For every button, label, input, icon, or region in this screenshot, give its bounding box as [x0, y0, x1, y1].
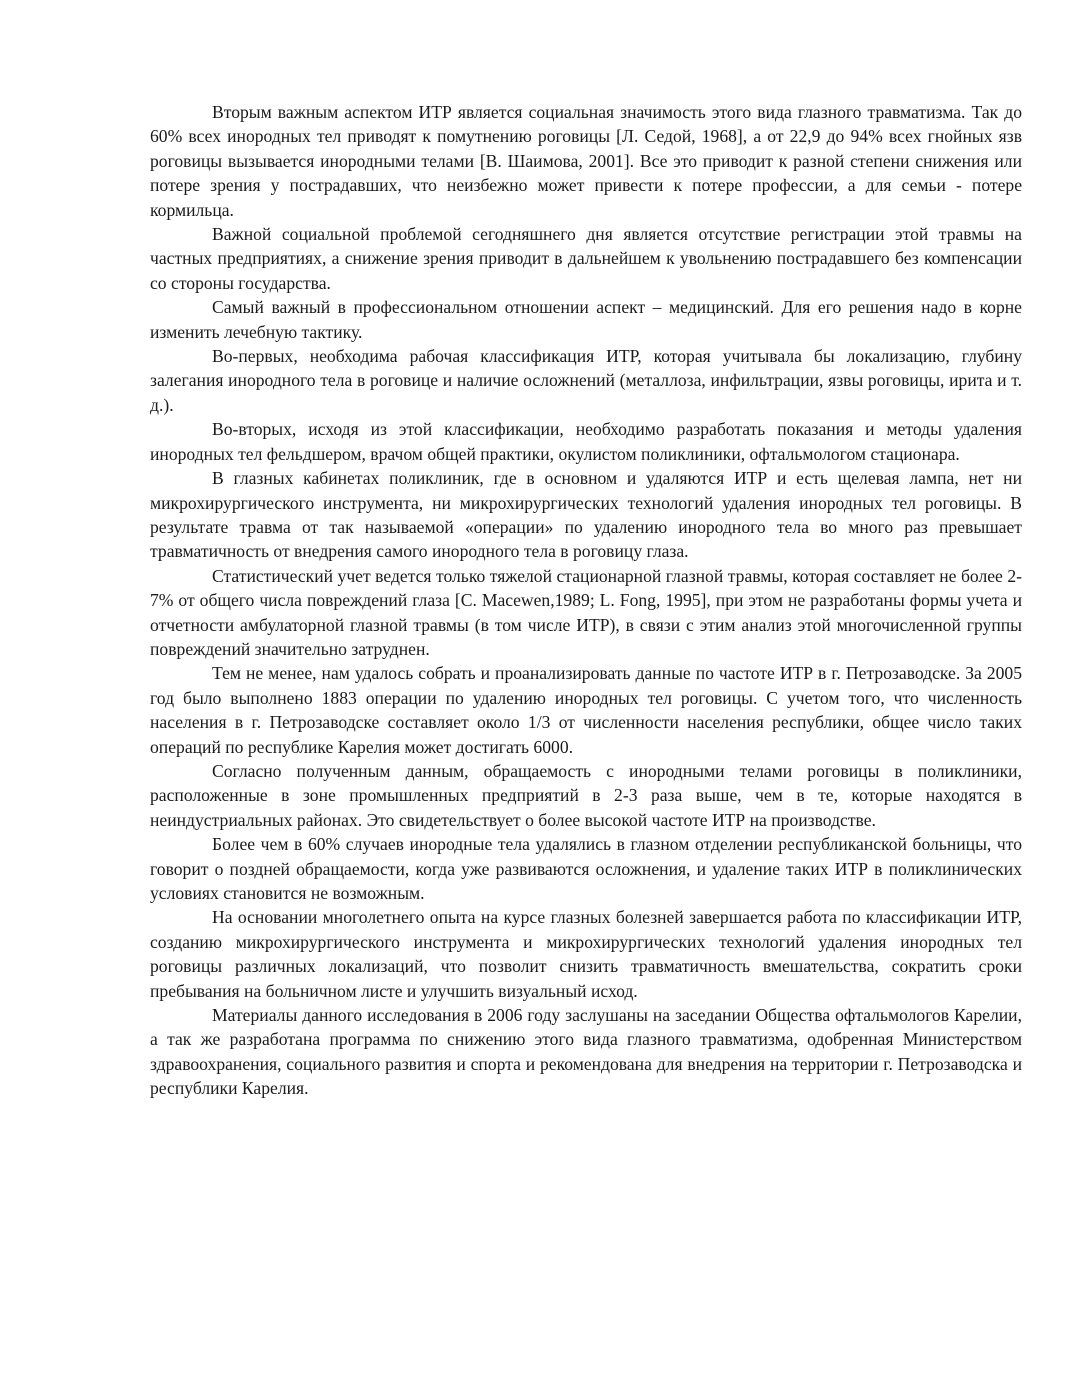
paragraph: Самый важный в профессиональном отношении аспект – медицинский. Для его решения надо в корне изменить лечебную тактику. — [150, 297, 1022, 342]
paragraph: Вторым важным аспектом ИТР является социальная значимость этого вида глазного травматизма. Так до 60% всех инородных тел приводят к помутнению роговицы [Л. Седой, 1968], а от 22,9 до 94% всех гнойных язв роговицы вызывается инородными телами [В. Шаимова, 2001]. Все это приводит к разной степени снижения или потере зрения у пострадавших, что неизбежно может привести к потере профессии, а для семьи - потере кормильца. — [150, 102, 1022, 220]
paragraph: Во-вторых, исходя из этой классификации, необходимо разработать показания и методы удаления инородных тел фельдшером, врачом общей практики, окулистом поликлиники, офтальмологом стационара. — [150, 419, 1022, 464]
paragraph: Важной социальной проблемой сегодняшнего дня является отсутствие регистрации этой травмы на частных предприятиях, а снижение зрения приводит в дальнейшем к увольнению пострадавшего без компенсации со стороны государства. — [150, 224, 1022, 293]
paragraph: Более чем в 60% случаев инородные тела удалялись в глазном отделении республиканской больницы, что говорит о поздней обращаемости, когда уже развиваются осложнения, и удаление таких ИТР в поликлинических условиях становится не возможным. — [150, 834, 1022, 903]
paragraph: Согласно полученным данным, обращаемость с инородными телами роговицы в поликлиники, расположенные в зоне промышленных предприятий в 2-3 раза выше, чем в те, которые находятся в неиндустриальных районах. Это свидетельствует о более высокой частоте ИТР на производстве. — [150, 760, 1022, 830]
paragraph: На основании многолетнего опыта на курсе глазных болезней завершается работа по классификации ИТР, созданию микрохирургического инструмента и микрохирургических технологий удаления инородных тел роговицы различных локализаций, что позволит снизить травматичность вмешательства, сократить сроки пребывания на больничном листе и улучшить визуальный исход. — [150, 907, 1022, 1001]
paragraph: Статистический учет ведется только тяжелой стационарной глазной травмы, которая составляет не более 2-7% от общего числа повреждений глаза [C. Macewen,1989; L. Fong, 1995], при этом не разработаны формы учета и отчетности амбулаторной глазной травмы (в том числе ИТР), в связи с этим анализ этой многочисленной группы повреждений значительно затруднен. — [150, 565, 1022, 659]
document-page — [150, 100, 1022, 1101]
paragraph: Во-первых, необходима рабочая классификация ИТР, которая учитывала бы локализацию, глубину залегания инородного тела в роговице и наличие осложнений (металлоза, инфильтрации, язвы роговицы, ирита и т. д.). — [150, 346, 1022, 415]
paragraph: Тем не менее, нам удалось собрать и проанализировать данные по частоте ИТР в г. Петрозаводске. За 2005 год было выполнено 1883 операции по удалению инородных тел роговицы. С учетом того, что численность населения в г. Петрозаводске составляет около 1/3 от численности населения республики, общее число таких операций по республике Карелия может достигать 6000. — [150, 663, 1022, 757]
paragraph: В глазных кабинетах поликлиник, где в основном и удаляются ИТР и есть щелевая лампа, нет ни микрохирургического инструмента, ни микрохирургических технологий удаления инородных тел роговицы. В результате травма от так называемой «операции» по удалению инородного тела во много раз превышает травматичность от внедрения самого инородного тела в роговицу глаза. — [150, 468, 1022, 562]
paragraph: Материалы данного исследования в 2006 году заслушаны на заседании Общества офтальмологов Карелии, а так же разработана программа по снижению этого вида глазного травматизма, одобренная Министерством здравоохранения, социального развития и спорта и рекомендована для внедрения на территории г. Петрозаводска и республики Карелия. — [150, 1005, 1022, 1099]
